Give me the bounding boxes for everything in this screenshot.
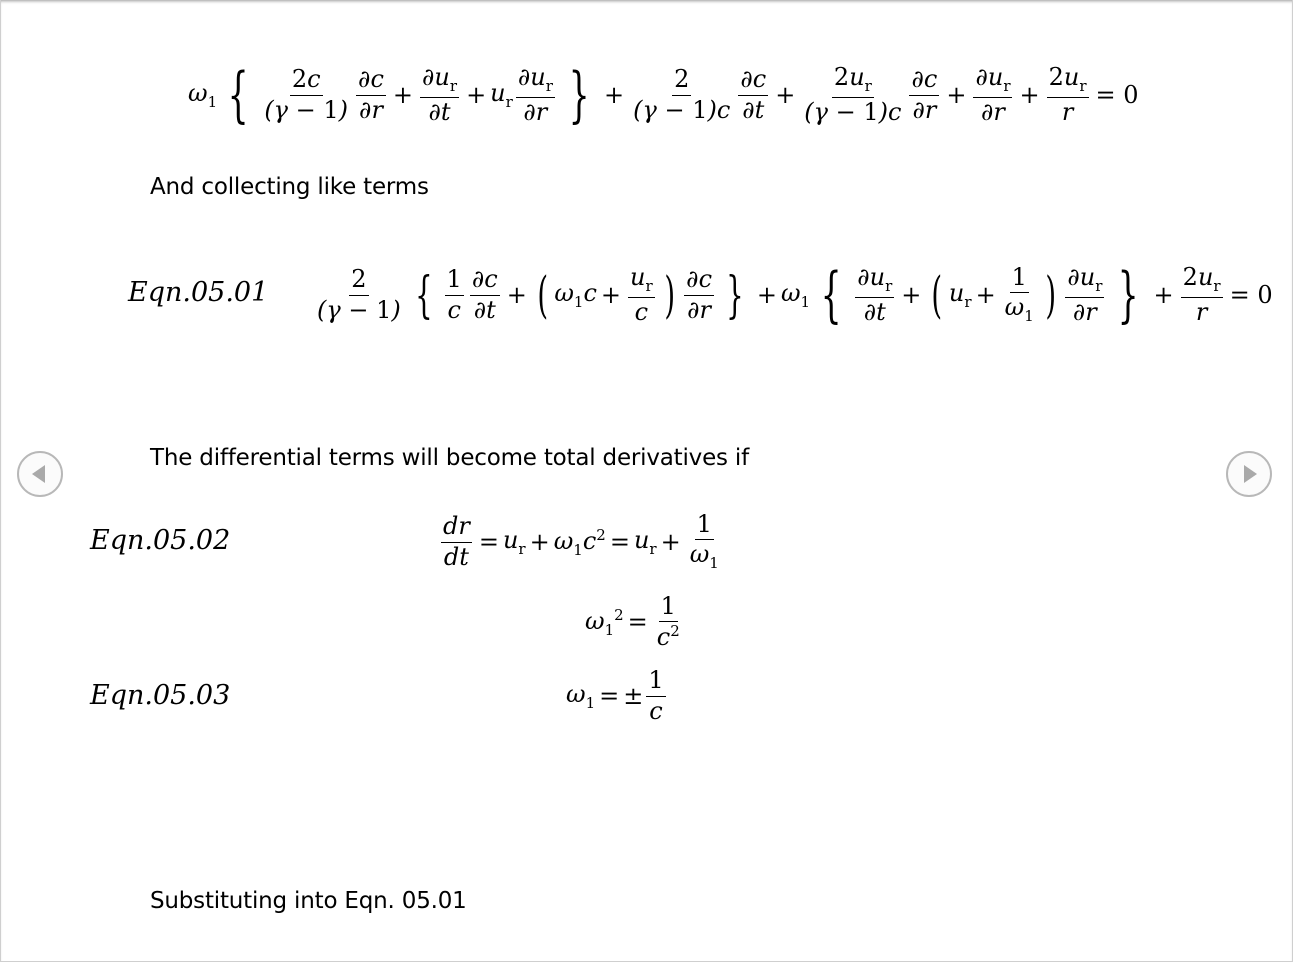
previous-page-button[interactable] <box>17 451 63 497</box>
eqn-0501-label: Eqn.05.01 <box>128 277 269 308</box>
collecting-text: And collecting like terms <box>150 174 429 200</box>
next-page-button[interactable] <box>1226 451 1272 497</box>
equation-omega-squared: $\omega_1^2$ = $\frac{1}{c^2}$ <box>585 591 680 651</box>
eqn-0502-label: Eqn.05.02 <box>90 525 231 556</box>
equation-top: $\omega_1$ { $\frac{2c}{(\gamma - 1)}$ $\frac{\partial c}{\partial r}$ + $\frac{\partial u_r}{\partial t}$ + $u_r$ $\frac{\partial u_r}{\partial r}$ } + $\frac{2}{(\gamma - 1)c}$ $\frac{\partial c}{\partial t}$ + $\frac{2u_r}{(\gamma - 1)c}$ $\frac{\partial c}{\partial r}$ + $\frac{\partial u_r}{\partial r}$ + $\frac{2u_r}{r}$ = 0 <box>188 60 1139 130</box>
eqn-0503-label: Eqn.05.03 <box>90 680 231 711</box>
chevron-right-icon <box>1244 465 1257 483</box>
equation-0501: $\frac{2}{(\gamma - 1)}$ { $\frac{1}{c}$ $\frac{\partial c}{\partial t}$ + ( $\omega_1c$ + $\frac{u_r}{c}$ ) $\frac{\partial c}{\partial r}$ } + $\omega_1$ { $\frac{\partial u_r}{\partial t}$ + ( $u_r$ + $\frac{1}{\omega_1}$ ) $\frac{\partial u_r}{\partial r}$ } + $\frac{2u_r}{r}$ = 0 <box>317 260 1273 330</box>
differential-text: The differential terms will become total derivatives if <box>150 445 750 471</box>
equation-0503: $\omega_1$ = ± $\frac{1}{c}$ <box>566 666 664 725</box>
substituting-text: Substituting into Eqn. 05.01 <box>150 888 467 914</box>
equation-0502: $\frac{dr}{dt}$ = $u_r$ + $\omega_1c^2$ = $u_r$ + $\frac{1}{\omega_1}$ <box>443 510 719 573</box>
chevron-left-icon <box>32 465 45 483</box>
